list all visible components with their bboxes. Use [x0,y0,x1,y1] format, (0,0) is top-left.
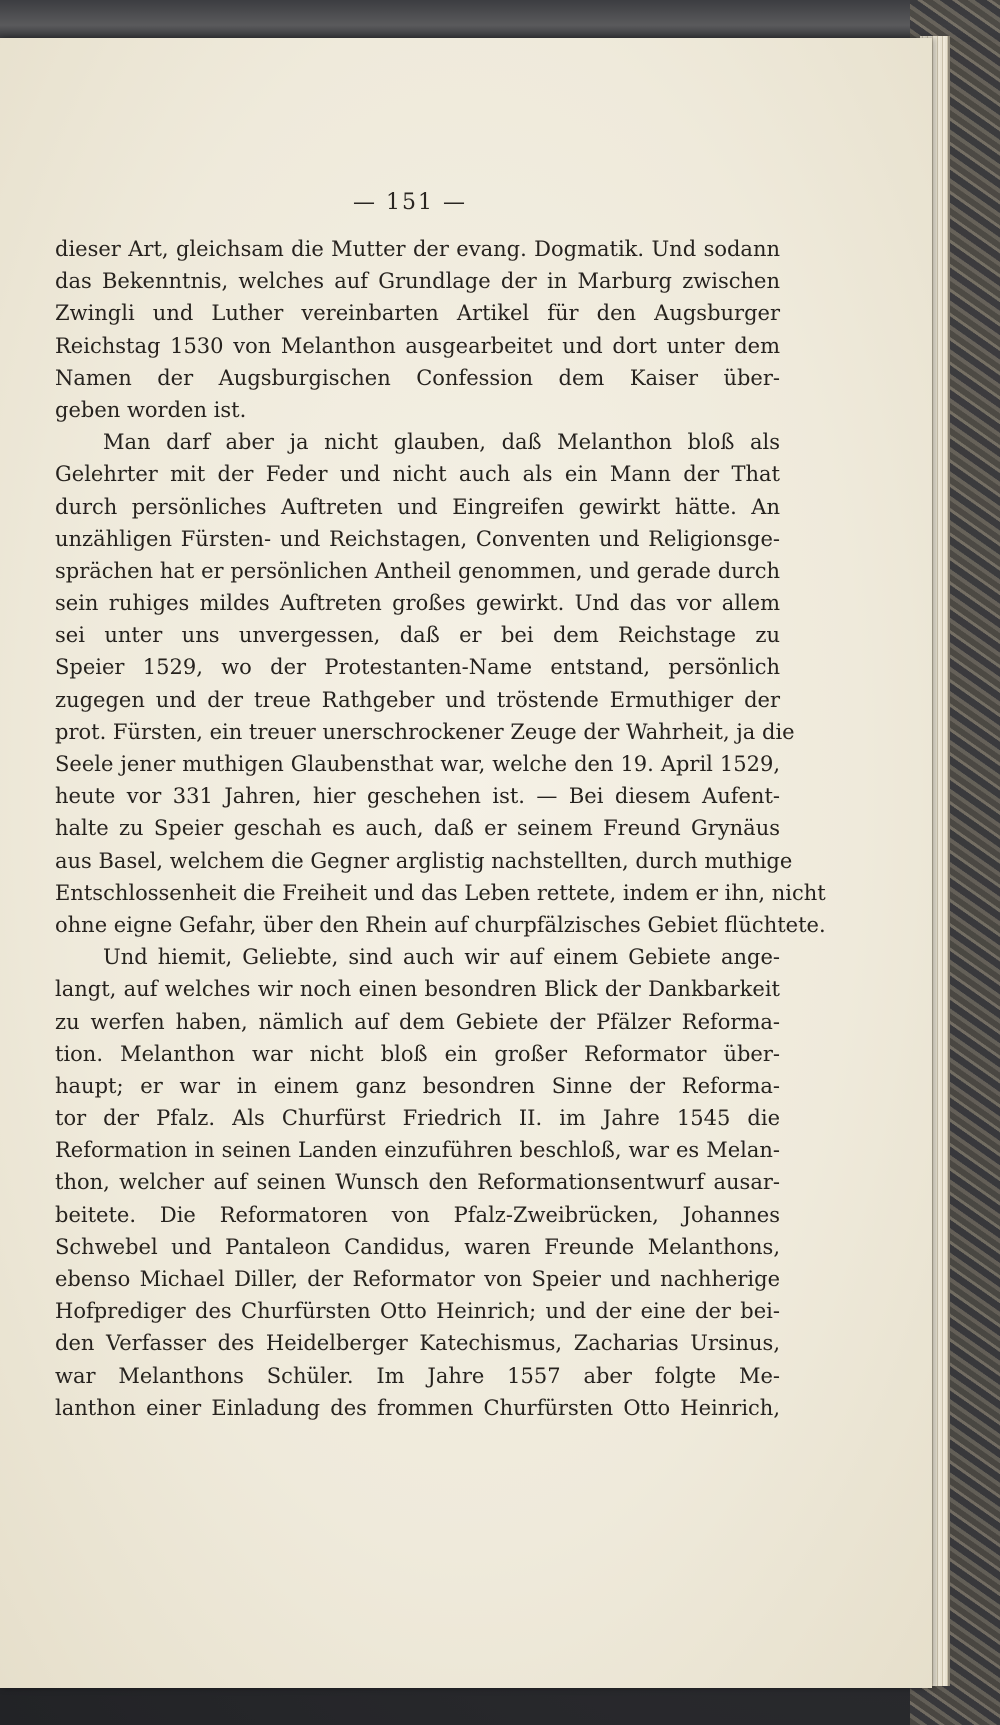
text-line: geben worden ist. [55,397,247,422]
text-line: Schwebel und Pantaleon Candidus, waren Freunde Melanthons, [55,1234,780,1259]
text-line: unzähligen Fürsten- und Reichstagen, Conventen und Religionsge- [55,526,780,551]
text-line: beitete. Die Reformatoren von Pfalz-Zweibrücken, Johannes [55,1202,780,1227]
text-line: heute vor 331 Jahren, hier geschehen ist. — Bei diesem Aufent- [55,784,780,809]
text-line: zu werfen haben, nämlich auf dem Gebiete der Pfälzer Reforma- [55,1009,780,1034]
text-line: zugegen und der treue Rathgeber und tröstende Ermuthiger der [55,687,780,712]
text-line: war Melanthons Schüler. Im Jahre 1557 aber folgte Me- [55,1363,780,1388]
text-line: haupt; er war in einem ganz besondren Sinne der Reforma- [55,1073,780,1098]
text-line: ohne eigne Gefahr, über den Rhein auf churpfälzisches Gebiet flüchtete. [55,912,826,937]
text-line: tor der Pfalz. Als Churfürst Friedrich II. im Jahre 1545 die [55,1106,780,1131]
text-line: ebenso Michael Diller, der Reformator von Speier und nachherige [55,1267,780,1291]
text-line: Gelehrter mit der Feder und nicht auch als ein Mann der That [55,462,780,487]
text-line: Man darf aber ja nicht glauben, daß Melanthon bloß als [103,430,780,455]
text-line: aus Basel, welchem die Gegner arglistig nachstellten, durch muthige [55,848,793,873]
book-cover-top-edge [0,0,1000,42]
text-line: Reichstag 1530 von Melanthon ausgearbeitet und dort unter dem [55,333,780,358]
text-line: halte zu Speier geschah es auch, daß er seinem Freund Grynäus [55,816,780,841]
text-line: durch persönliches Auftreten und Eingreifen gewirkt hätte. An [55,494,780,519]
text-line: sei unter uns unvergessen, daß er bei dem Reichstage zu [55,623,780,648]
text-line: den Verfasser des Heidelberger Katechismus, Zacharias Ursinus, [55,1331,780,1356]
text-line: Und hiemit, Geliebte, sind auch wir auf einem Gebiete ange- [103,945,780,970]
text-line: Speier 1529, wo der Protestanten-Name entstand, persönlich [55,655,780,680]
text-line: Seele jener muthigen Glaubensthat war, welche den 19. April 1529, [55,752,780,776]
text-line: Zwingli und Luther vereinbarten Artikel für den Augsburger [55,301,780,326]
text-line: Namen der Augsburgischen Confession dem Kaiser über- [55,365,780,390]
text-line: lanthon einer Einladung des frommen Churfürsten Otto Heinrich, [55,1395,780,1420]
text-line: Reformation in seinen Landen einzuführen beschloß, war es Melan- [55,1138,780,1163]
text-line: prot. Fürsten, ein treuer unerschrockener Zeuge der Wahrheit, ja die [55,719,795,744]
page-number: — 151 — [353,190,467,215]
text-line: das Bekenntnis, welches auf Grundlage der in Marburg zwischen [55,269,780,294]
book-page [0,38,932,1688]
text-line: dieser Art, gleichsam die Mutter der evang. Dogmatik. Und sodann [55,237,780,261]
text-line: sprächen hat er persönlichen Antheil genommen, und gerade durch [55,558,780,583]
text-line: Entschlossenheit die Freiheit und das Leben rettete, indem er ihn, nicht [55,880,826,905]
text-line: thon, welcher auf seinen Wunsch den Reformationsentwurf ausar- [55,1170,780,1195]
text-line: tion. Melanthon war nicht bloß ein großer Reformator über- [55,1041,780,1066]
body-text [55,233,826,1424]
text-line: sein ruhiges mildes Auftreten großes gewirkt. Und das vor allem [55,591,780,616]
text-line: langt, auf welches wir noch einen besondren Blick der Dankbarkeit [55,977,780,1002]
text-line: Hofprediger des Churfürsten Otto Heinrich; und der eine der bei- [55,1299,780,1324]
